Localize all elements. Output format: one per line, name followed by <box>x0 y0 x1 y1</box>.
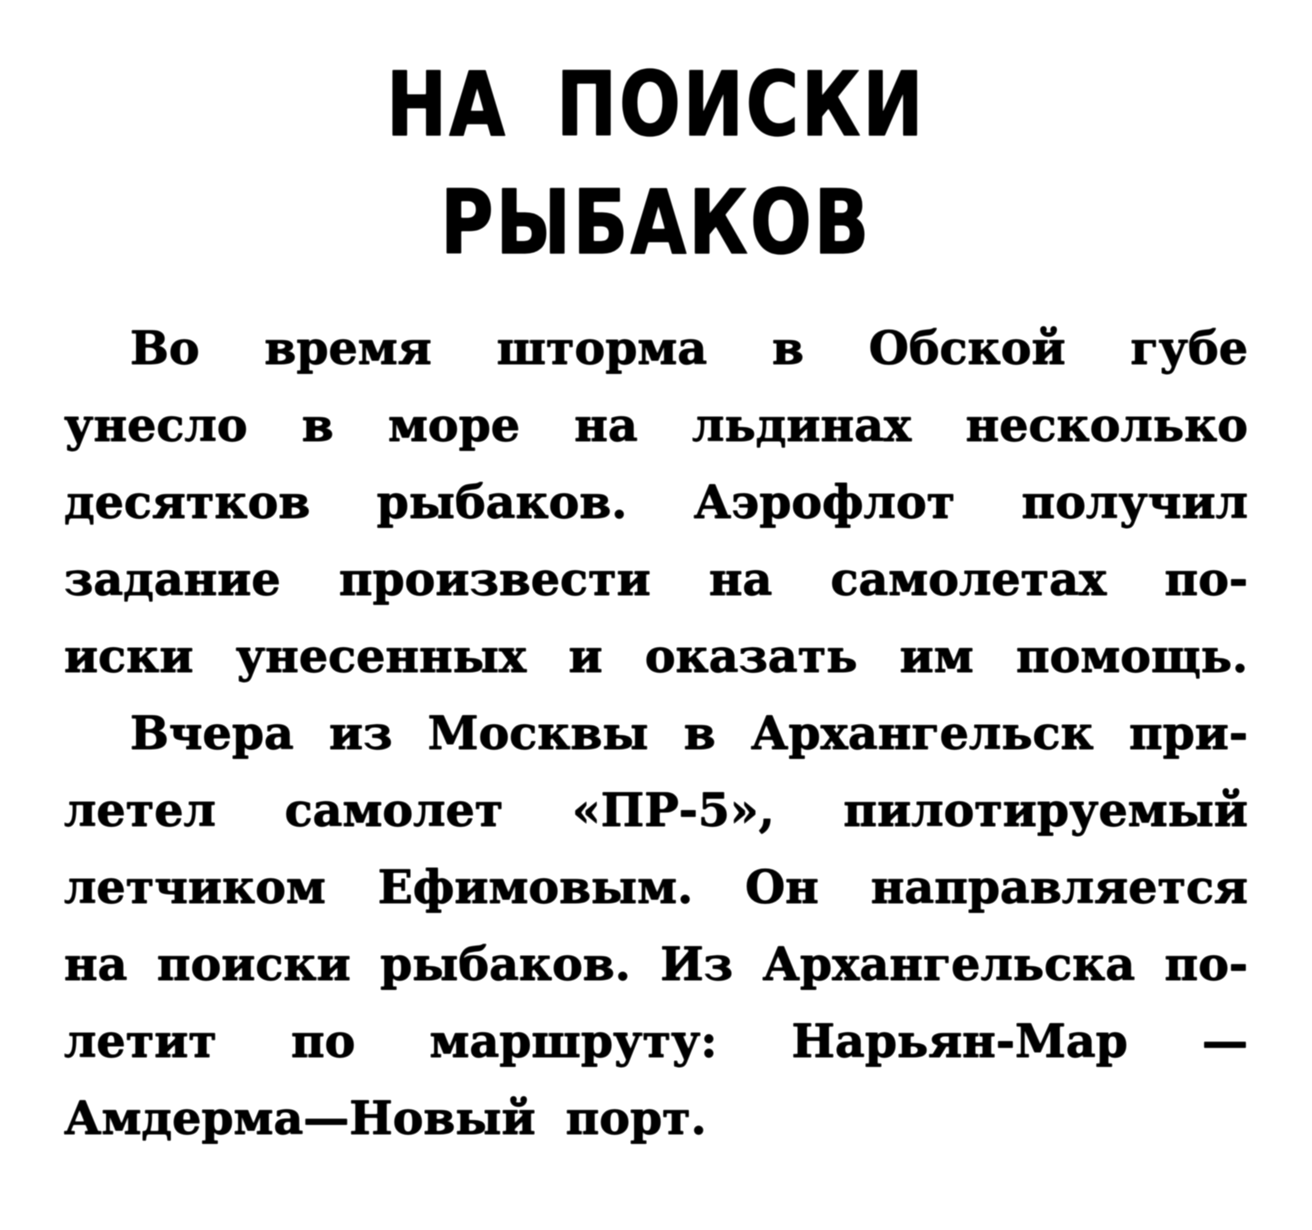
text-line: унесло в море на льдинах несколько <box>64 398 1248 452</box>
text-line: Во время шторма в Обской губе <box>130 321 1248 375</box>
text-line: летчиком Ефимовым. Он направляется <box>64 860 1248 914</box>
text-line: Амдерма—Новый порт. <box>64 1091 707 1145</box>
paragraph-1 <box>64 310 1248 695</box>
headline-line-2: РЫБАКОВ <box>440 171 872 274</box>
article-body <box>64 310 1248 1157</box>
text-line: иски унесенных и оказать им помощь. <box>64 629 1248 683</box>
text-line: десятков рыбаков. Аэрофлот получил <box>64 475 1248 529</box>
text-line: на поиски рыбаков. Из Архангельска по- <box>64 937 1248 991</box>
paragraph-2 <box>64 695 1248 1157</box>
headline-line-1: НА ПОИСКИ <box>386 53 926 156</box>
text-line: Вчера из Москвы в Архангельск при- <box>130 706 1248 760</box>
text-line: задание произвести на самолетах по- <box>64 552 1248 606</box>
article-headline <box>0 46 1312 282</box>
text-line: летит по маршруту: Нарьян-Мар — <box>64 1014 1248 1068</box>
text-line: летел самолет «ПР-5», пилотируемый <box>64 783 1248 837</box>
